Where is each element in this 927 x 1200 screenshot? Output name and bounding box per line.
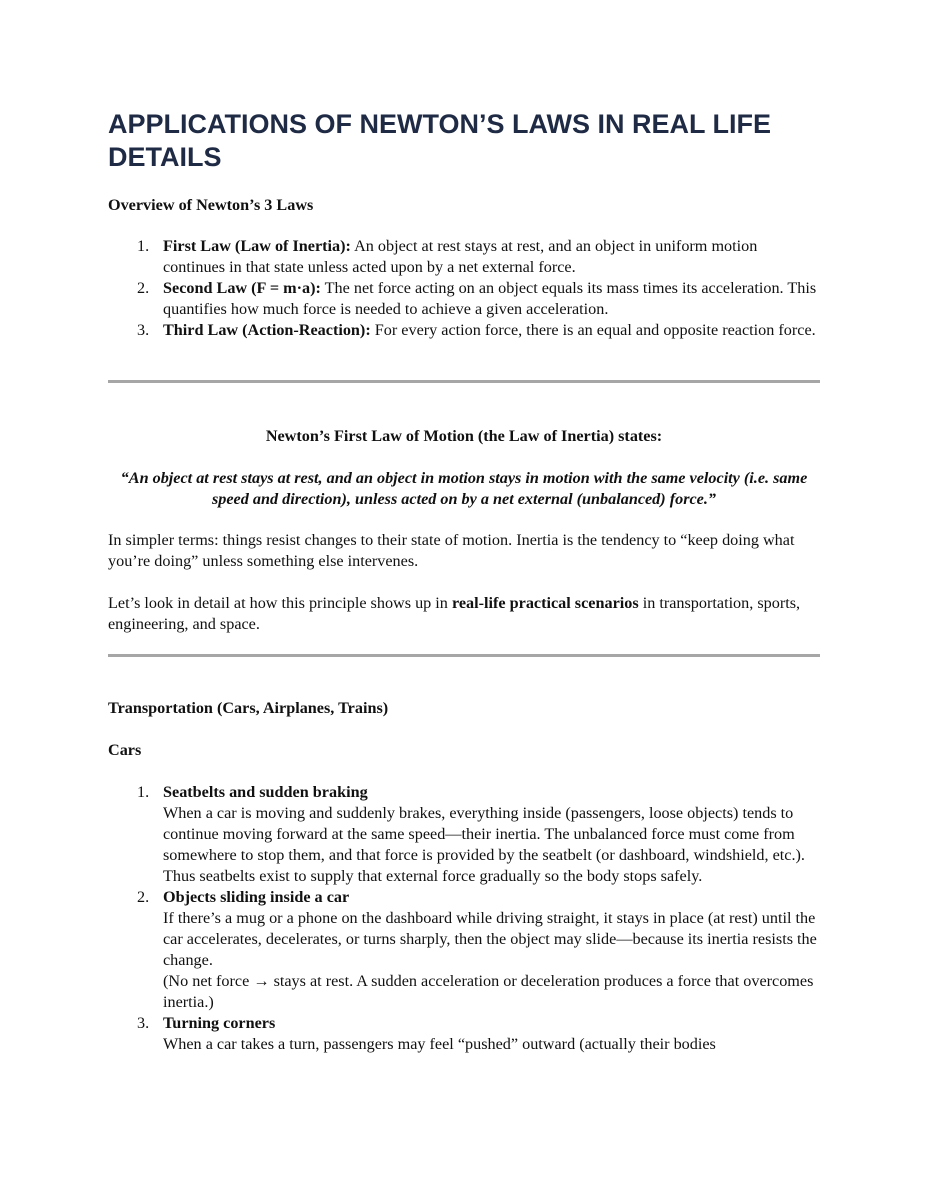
law-label: Second Law (F = m·a): [163, 279, 321, 297]
list-number: 3. [137, 321, 150, 339]
horizontal-rule [108, 654, 820, 657]
list-number: 1. [137, 237, 150, 255]
first-law-heading: Newton’s First Law of Motion (the Law of Inertia) states: [265, 427, 663, 445]
list-number: 2. [137, 888, 150, 906]
item-label: Seatbelts and sudden braking [163, 783, 368, 801]
look-detail-paragraph [108, 593, 820, 635]
list-number: 3. [137, 1014, 150, 1032]
item-text: If there’s a mug or a phone on the dashboard while driving straight, it stays in place (at rest) until the car accelerates, decelerates, or turns sharply, then the object may slide—because its inertia resists the change. [163, 909, 817, 969]
document-content [108, 108, 820, 1053]
first-law-quote: “An object at rest stays at rest, and an object in motion stays in motion with the same velocity (i.e. same speed and direction), unless acted on by a net external (unbalanced) force.” [120, 469, 808, 508]
overview-heading: Overview of Newton’s 3 Laws [108, 196, 314, 214]
law-text: An object at rest stays at rest, and an object in uniform motion continues in that state unless acted upon by a net external force. [163, 237, 758, 276]
law-text: For every action force, there is an equal and opposite reaction force. [370, 321, 816, 339]
look-text-bold: real-life practical scenarios [451, 594, 639, 612]
laws-list [108, 236, 820, 341]
cars-subheading: Cars [108, 741, 142, 759]
simpler-terms-paragraph: In simpler terms: things resist changes to their state of motion. Inertia is the tendency to “keep doing what you’re doing” unless something else intervenes. [108, 531, 795, 570]
item-text: When a car is moving and suddenly brakes, everything inside (passengers, loose objects) tends to continue moving forward at the same speed—their inertia. The unbalanced force must come from somewhere to stop them, and that force is provided by the seatbelt (or dashboard, windshield, etc.). Thus seatbelts exist to supply that external force gradually so the body stops safely. [163, 804, 805, 885]
item-text: When a car takes a turn, passengers may feel “pushed” outward (actually their bodies [163, 1035, 716, 1053]
list-item [108, 887, 820, 1013]
horizontal-rule [108, 380, 820, 383]
list-item [108, 236, 820, 278]
item-text-note: (No net force → stays at rest. A sudden acceleration or deceleration produces a force that overcomes inertia.) [163, 972, 814, 1011]
list-item [108, 278, 820, 320]
document-title: APPLICATIONS OF NEWTON’S LAWS IN REAL LIFE DETAILS [108, 109, 772, 172]
cars-list [108, 782, 820, 1055]
law-label: First Law (Law of Inertia): [163, 237, 351, 255]
item-label: Objects sliding inside a car [163, 888, 350, 906]
look-text-start: Let’s look in detail at how this principle shows up in [108, 594, 452, 612]
law-text: The net force acting on an object equals its mass times its acceleration. This quantifies how much force is needed to achieve a given acceleration. [163, 279, 817, 318]
transportation-heading: Transportation (Cars, Airplanes, Trains) [108, 699, 389, 717]
list-number: 2. [137, 279, 150, 297]
list-item [108, 320, 820, 341]
list-item [108, 782, 820, 887]
list-number: 1. [137, 783, 150, 801]
law-label: Third Law (Action-Reaction): [163, 321, 371, 339]
look-text-end: in transportation, sports, engineering, and space. [108, 594, 801, 633]
item-label: Turning corners [163, 1014, 276, 1032]
list-item [108, 1013, 820, 1055]
